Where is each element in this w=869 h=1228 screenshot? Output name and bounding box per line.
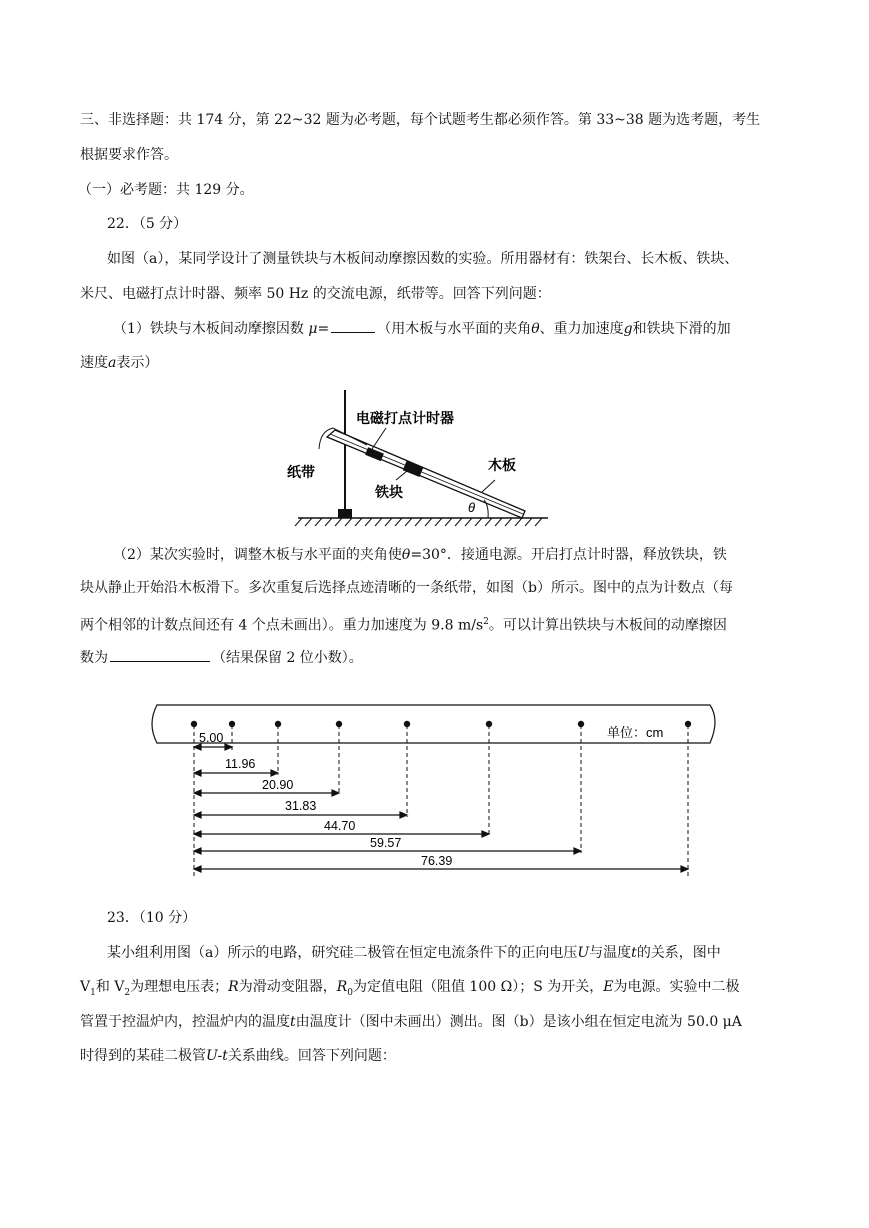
q22-part1-line2: 速度a表示） bbox=[80, 355, 159, 371]
answer-blank-mu[interactable] bbox=[331, 318, 375, 333]
answer-blank-friction-coefficient[interactable] bbox=[110, 647, 210, 662]
q22-intro-line2: 米尺、电磁打点计时器、频率 50 Hz 的交流电源，纸带等。回答下列问题： bbox=[80, 286, 551, 302]
count-point-2 bbox=[275, 721, 281, 727]
q22-part2-line3: 两个相邻的计数点间还有 4 个点未画出）。重力加速度为 9.8 $m/s^2$。可以计算出铁块与木板间的动摩擦因 bbox=[80, 617, 727, 634]
count-point-4 bbox=[404, 721, 410, 727]
count-point-5 bbox=[486, 721, 492, 727]
count-point-7 bbox=[685, 721, 691, 727]
count-point-1 bbox=[229, 721, 235, 727]
count-point-0 bbox=[191, 721, 197, 727]
distance-label-1: 5.00 bbox=[199, 731, 224, 745]
distance-label-3: 20.90 bbox=[262, 778, 294, 792]
q22-part2-line1: （2）某次实验时，调整木板与水平面的夹角使θ=30°．接通电源。开启打点计时器，释放铁块，铁 bbox=[113, 547, 727, 563]
count-point-3 bbox=[336, 721, 342, 727]
distance-label-6: 59.57 bbox=[370, 836, 402, 850]
count-point-6 bbox=[578, 721, 584, 727]
label-iron-block: 铁块 bbox=[375, 484, 403, 500]
label-paper-tape: 纸带 bbox=[287, 464, 315, 480]
distance-label-7: 76.39 bbox=[421, 854, 453, 868]
label-timer: 电磁打点计时器 bbox=[356, 410, 454, 426]
q23-number: 23．（10 分） bbox=[107, 910, 197, 926]
section-heading-line2: 根据要求作答。 bbox=[80, 147, 178, 163]
q22-part1-line1: （1）铁块与木板间动摩擦因数 μ= （用木板与水平面的夹角θ、重力加速度g和铁块下滑的加 bbox=[113, 318, 731, 339]
figure-a-incline-apparatus bbox=[270, 385, 560, 530]
q22-number: 22．（5 分） bbox=[107, 216, 188, 232]
q22-intro-line1: 如图（a），某同学设计了测量铁块与木板间动摩擦因数的实验。所用器材有：铁架台、长木板、铁块、 bbox=[107, 251, 739, 267]
q22-part2-line2: 块从静止开始沿木板滑下。多次重复后选择点迹清晰的一条纸带，如图（b）所示。图中的点为计数点（每 bbox=[80, 580, 733, 596]
label-board: 木板 bbox=[488, 457, 516, 473]
label-angle: θ bbox=[468, 500, 476, 515]
figure-b-paper-tape bbox=[145, 700, 725, 885]
unit-label: 单位：cm bbox=[607, 725, 664, 740]
q23-line1: 某小组利用图（a）所示的电路，研究硅二极管在恒定电流条件下的正向电压U与温度t的关系，图中 bbox=[107, 945, 721, 961]
q23-line4: 时得到的某硅二极管U-t关系曲线。回答下列问题： bbox=[80, 1048, 396, 1064]
distance-label-2: 11.96 bbox=[225, 757, 256, 771]
distance-label-5: 44.70 bbox=[324, 819, 356, 833]
required-questions-heading: （一）必考题：共 129 分。 bbox=[78, 182, 254, 198]
section-heading-line1: 三、非选择题：共 174 分，第 22~32 题为必考题，每个试题考生都必须作答。第 33~38 题为选考题，考生 bbox=[80, 112, 761, 128]
q23-line3: 管置于控温炉内，控温炉内的温度t由温度计（图中未画出）测出。图（b）是该小组在恒定电流为 50.0 μA bbox=[80, 1014, 742, 1030]
q23-line2: $V_1$和 $V_2$为理想电压表；R为滑动变阻器，$R_0$为定值电阻（阻值 100 Ω）；S 为开关，E为电源。实验中二极 bbox=[80, 979, 740, 998]
distance-label-4: 31.83 bbox=[285, 799, 317, 813]
q22-part2-line4: 数为 （结果保留 2 位小数）。 bbox=[80, 647, 363, 668]
